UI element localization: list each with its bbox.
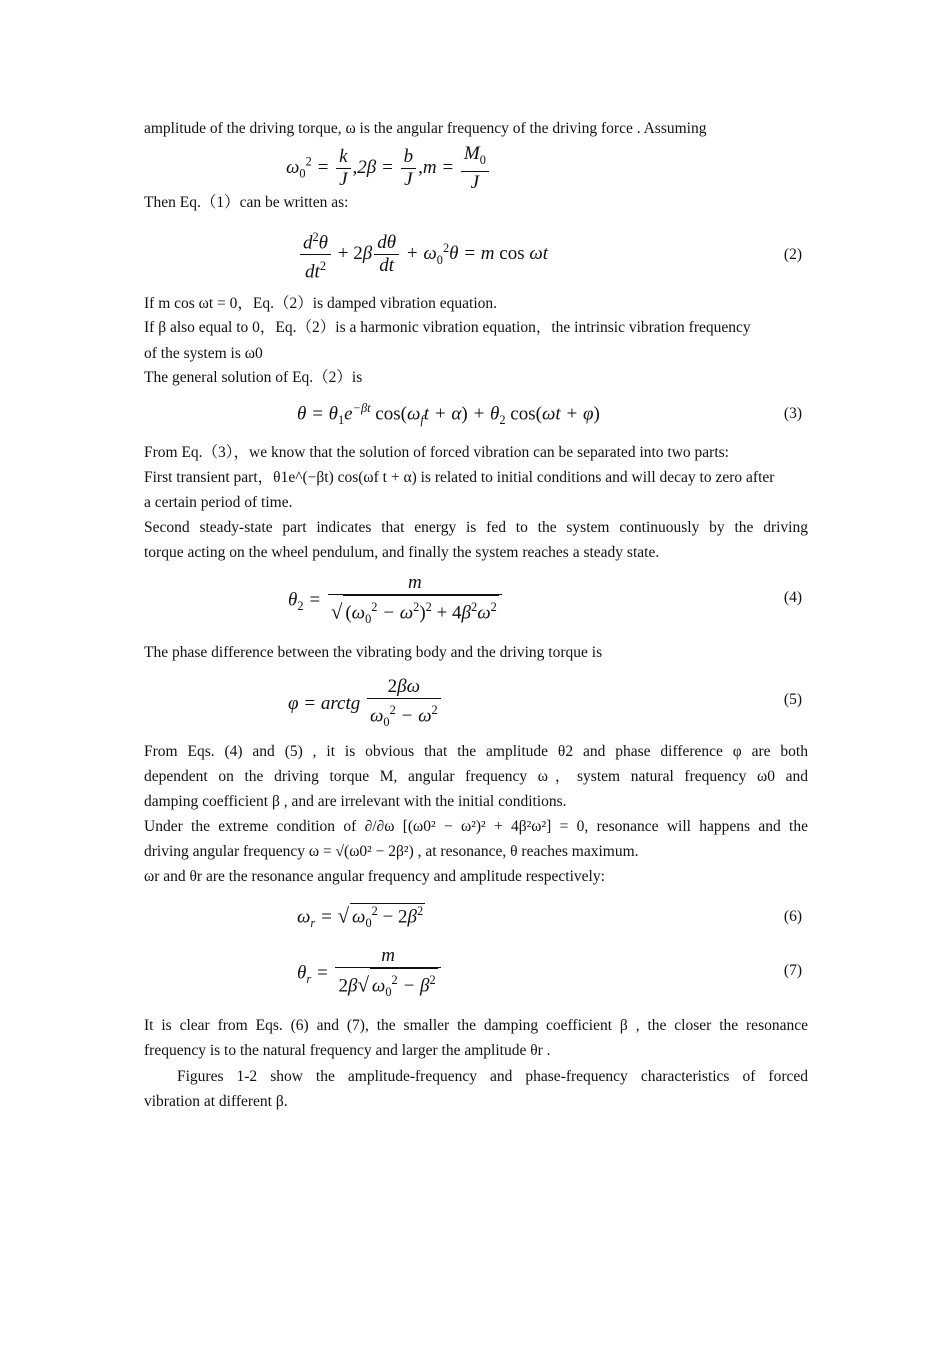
text-line: ωr and θr are the resonance angular frequency and amplitude respectively: xyxy=(144,868,605,885)
text-line: Second steady-state part indicates that energy is fed to the system continuously by the driving xyxy=(144,519,808,536)
equation-7: $\theta_r$ = $\frac{m}{2\beta√ \omega_0^2 - \beta^2}$ xyxy=(297,945,443,1003)
text-line: If m cos ωt = 0，Eq.（2）is damped vibration equation. xyxy=(144,295,497,312)
text-line: Under the extreme condition of ∂/∂ω [(ω0² − ω²)² + 4β²ω²] = 0, resonance will happens and the xyxy=(144,818,808,835)
text-line: Then Eq.（1）can be written as: xyxy=(144,194,349,211)
equation-assumption: $\omega_0^2$ = $\frac{k}{J}$ ,2β = $\frac{b}{J}$ ,m = $\frac{M_0}{J}$ xyxy=(286,143,491,194)
equation-5: φ = arctg $\frac{2\beta\omega}{\omega_0^2 - \omega^2}$ xyxy=(288,676,443,733)
text-line: Figures 1-2 show the amplitude-frequency and phase-frequency characteristics of forced xyxy=(177,1068,808,1085)
equation-number: (7) xyxy=(783,962,802,979)
text-line: damping coefficient β , and are irrelevant with the initial conditions. xyxy=(144,793,567,810)
text-line: driving angular frequency ω = √(ω0² − 2β²) , at resonance, θ reaches maximum. xyxy=(144,843,639,860)
equation-4: $\theta_2$ = $\frac{m}{√ (\omega_0^2 - \omega^2)^2 + 4\beta^2\omega^2}$ xyxy=(288,572,504,630)
text-line: It is clear from Eqs. (6) and (7), the smaller the damping coefficient β , the closer the resonance xyxy=(144,1017,808,1034)
text-line: frequency is to the natural frequency and larger the amplitude θr . xyxy=(144,1042,551,1059)
text-line: The phase difference between the vibrating body and the driving torque is xyxy=(144,644,603,661)
text-line: a certain period of time. xyxy=(144,494,293,511)
text-line: From Eqs. (4) and (5) , it is obvious that the amplitude θ2 and phase difference φ are both xyxy=(144,743,808,760)
equation-6: $\omega_r$ = √ $\omega_0^2 - 2\beta^2$ xyxy=(297,903,424,931)
equation-number: (5) xyxy=(783,691,802,708)
text-line: dependent on the driving torque M, angular frequency ω，system natural frequency ω0 and xyxy=(144,768,808,785)
equation-3: $\theta = \theta_1e^{-\beta t}$ $\cos(\omega_ft + \alpha) + \theta_2$ cos(ωt + φ) xyxy=(297,401,600,428)
text-line: torque acting on the wheel pendulum, and finally the system reaches a steady state. xyxy=(144,544,660,561)
equation-number: (4) xyxy=(783,589,802,606)
text-line: From Eq.（3），we know that the solution of forced vibration can be separated into two parts: xyxy=(144,444,729,461)
text-line: amplitude of the driving torque, ω is the angular frequency of the driving force . Assuming xyxy=(144,120,707,137)
equation-number: (3) xyxy=(783,405,802,422)
text-line: of the system is ω0 xyxy=(144,345,263,362)
text-line: The general solution of Eq.（2）is xyxy=(144,369,363,386)
text-line: vibration at different β. xyxy=(144,1093,288,1110)
equation-number: (2) xyxy=(783,246,802,263)
equation-2: $\frac{d^2\theta}{dt^2}$ + 2β $\frac{d\theta}{dt}$ + $\omega_0^2\theta = m$ cos ωt xyxy=(298,226,548,284)
equation-number: (6) xyxy=(783,908,802,925)
text-line: First transient part，θ1e^(−βt) cos(ωf t + α) is related to initial conditions and will decay to zero after xyxy=(144,469,775,486)
text-line: If β also equal to 0，Eq.（2）is a harmonic vibration equation，the intrinsic vibration frequency xyxy=(144,319,751,336)
